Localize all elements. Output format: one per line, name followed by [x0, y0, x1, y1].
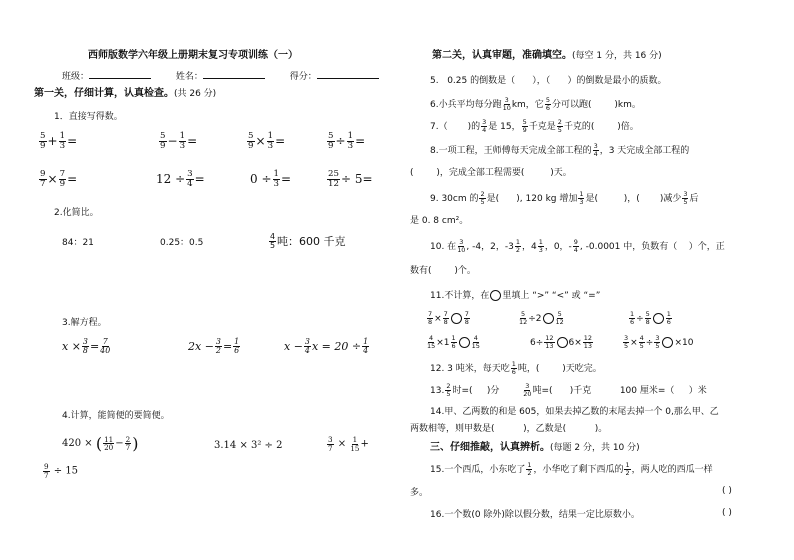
section-3-heading: 三、仔细推敲，认真辨析。(每题 2 分，共 10 分): [430, 442, 640, 453]
q1-label: 1．直接写得数。: [54, 112, 123, 122]
section-2-heading: 第二关，认真审题，准确填空。(每空 1 分，共 16 分): [432, 50, 662, 61]
q1-item: $\frac{5}{9}$ − $\frac{1}{3}$ =: [160, 131, 198, 152]
q5: 5. 0.25 的倒数是（ ），（ ）的倒数是最小的质数。: [430, 76, 667, 86]
compare-circle-icon: [490, 290, 501, 301]
compare-circle-icon[interactable]: [459, 337, 470, 348]
compare-circle-icon[interactable]: [543, 313, 554, 324]
q16-answer-paren[interactable]: ( ): [722, 508, 732, 518]
q3-equation: x − $\frac{3}{4}$ x = 20 ÷ $\frac{1}{4}$: [284, 337, 369, 356]
q9: 9. 30cm 的 $\frac{2}{5}$ 是( ), 120 kg 增加 $\frac{1}{3}$ 是( )，( )减少 $\frac{3}{5}$ 后: [430, 190, 699, 206]
q2-item: 0.25：0.5: [160, 238, 204, 248]
q1-item: $\frac{5}{9}$ + $\frac{1}{3}$ =: [40, 131, 78, 152]
q7: 7.（ )的 $\frac{3}{4}$ 是 15， $\frac{5}{9}$ 千克是 $\frac{2}{5}$ 千克的( )倍。: [430, 118, 639, 134]
q3-label: 3.解方程。: [62, 318, 107, 328]
class-blank[interactable]: [89, 69, 151, 79]
q8-line-2: ( )，完成全部工程需要( )天。: [410, 168, 572, 178]
section-1-heading: 第一关，仔细计算，认真检查。(共 26 分): [34, 88, 217, 99]
q11-item: $\frac{4}{15}$ ×1 $\frac{1}{6}$ $\frac{4}{15}$: [427, 334, 480, 350]
q13: 13. $\frac{2}{5}$ 时=( )分 $\frac{3}{20}$ 吨=( )千克 100 厘米=（ ）米: [430, 382, 707, 398]
q4-expression: 3.14 × 3² ÷ 2: [214, 440, 283, 451]
q2-item: $\frac{4}{5}$ 吨：600 千克: [270, 232, 346, 251]
q9-line-2: 是 0. 8 cm²。: [410, 216, 469, 226]
q11-item: 6÷ $\frac{12}{13}$ 6× $\frac{12}{13}$: [530, 334, 593, 350]
q14-line-2: 两数相等，则甲数是( )，乙数是( )。: [410, 424, 608, 434]
compare-circle-icon[interactable]: [451, 313, 462, 324]
q10-line-2: 数有( )个。: [410, 266, 476, 276]
q15-line-2: 多。: [410, 488, 429, 498]
q8: 8.一项工程，王师傅每天完成全部工程的 $\frac{3}{4}$ ，3 天完成全部工程的: [430, 142, 690, 158]
q4-expression-continued: $\frac{9}{7}$ ÷ 15: [44, 462, 79, 480]
compare-circle-icon[interactable]: [653, 313, 664, 324]
q3-equation: x × $\frac{3}{8}$ = $\frac{7}{40}$: [62, 337, 111, 356]
q11-label: 11.不计算，在 里填上 “>” “<” 或 “=”: [430, 291, 601, 301]
class-label: 班级：: [62, 72, 90, 82]
q11-item: $\frac{7}{8}$ × $\frac{7}{8}$ $\frac{7}{8}$: [428, 310, 469, 326]
q11-item: $\frac{1}{6}$ ÷ $\frac{5}{8}$ $\frac{1}{6}$: [630, 310, 671, 326]
q1-item: $\frac{5}{9}$ ÷ $\frac{1}{3}$ =: [328, 131, 366, 152]
compare-circle-icon[interactable]: [557, 337, 568, 348]
name-blank[interactable]: [203, 69, 265, 79]
q11-item: $\frac{5}{12}$ ÷2 $\frac{5}{12}$: [519, 310, 564, 326]
q4-expression: $\frac{3}{7}$ × $\frac{1}{15}$ +: [328, 435, 369, 453]
q1-item: $\frac{25}{12}$ ÷ 5=: [328, 169, 373, 190]
q1-item: $\frac{5}{9}$ × $\frac{1}{3}$ =: [248, 131, 286, 152]
score-blank[interactable]: [317, 69, 379, 79]
q2-item: 84：21: [62, 238, 94, 248]
q12: 12. 3 吨米，每天吃 $\frac{1}{6}$ 吨，( )天吃完。: [430, 360, 602, 376]
q11-item: $\frac{3}{5}$ × $\frac{4}{5}$ ÷ $\frac{3}{5}$ ×10: [624, 334, 694, 350]
compare-circle-icon[interactable]: [662, 337, 673, 348]
q3-equation: 2x − $\frac{3}{2}$ = $\frac{1}{6}$: [188, 337, 240, 356]
q1-item: 12 ÷ $\frac{3}{4}$ =: [156, 169, 205, 190]
q1-item: 0 ÷ $\frac{1}{3}$ =: [250, 169, 292, 190]
score-label: 得分：: [289, 72, 317, 82]
q16: 16.一个数(0 除外)除以假分数，结果一定比原数小。: [430, 510, 640, 520]
q15: 15.一个西瓜，小东吃了 $\frac{1}{2}$ ，小华吃了剩下西瓜的 $\frac{1}{2}$ ，两人吃的西瓜一样: [430, 461, 713, 477]
q4-expression: 420 × ( $\frac{11}{20}$ − $\frac{2}{7}$ ): [62, 434, 139, 453]
page-title: 西师版数学六年级上册期末复习专项训练（一）: [88, 50, 298, 61]
q4-label: 4.计算，能简便的要简便。: [62, 411, 170, 421]
student-info: [62, 69, 379, 83]
q14: 14.甲、乙两数的和是 605，如果去掉乙数的末尾去掉一个 0,那么甲、乙: [430, 407, 719, 417]
name-label: 姓名：: [175, 72, 203, 82]
q1-item: $\frac{9}{7}$ × $\frac{7}{9}$ =: [40, 169, 78, 190]
q6: 6.小兵平均每分跑 $\frac{3}{10}$ km，它 $\frac{5}{6}$ 分可以跑( )km。: [430, 96, 641, 112]
q15-answer-paren[interactable]: ( ): [722, 486, 732, 496]
q2-label: 2.化简比。: [54, 208, 99, 218]
q10: 10. 在 $\frac{3}{10}$ , -4，2，-3 $\frac{1}{2}$ ，4 $\frac{1}{3}$ ，0，- $\frac{9}{4}$ , -0.0001 中，负数有（ ）个，正: [430, 238, 725, 254]
